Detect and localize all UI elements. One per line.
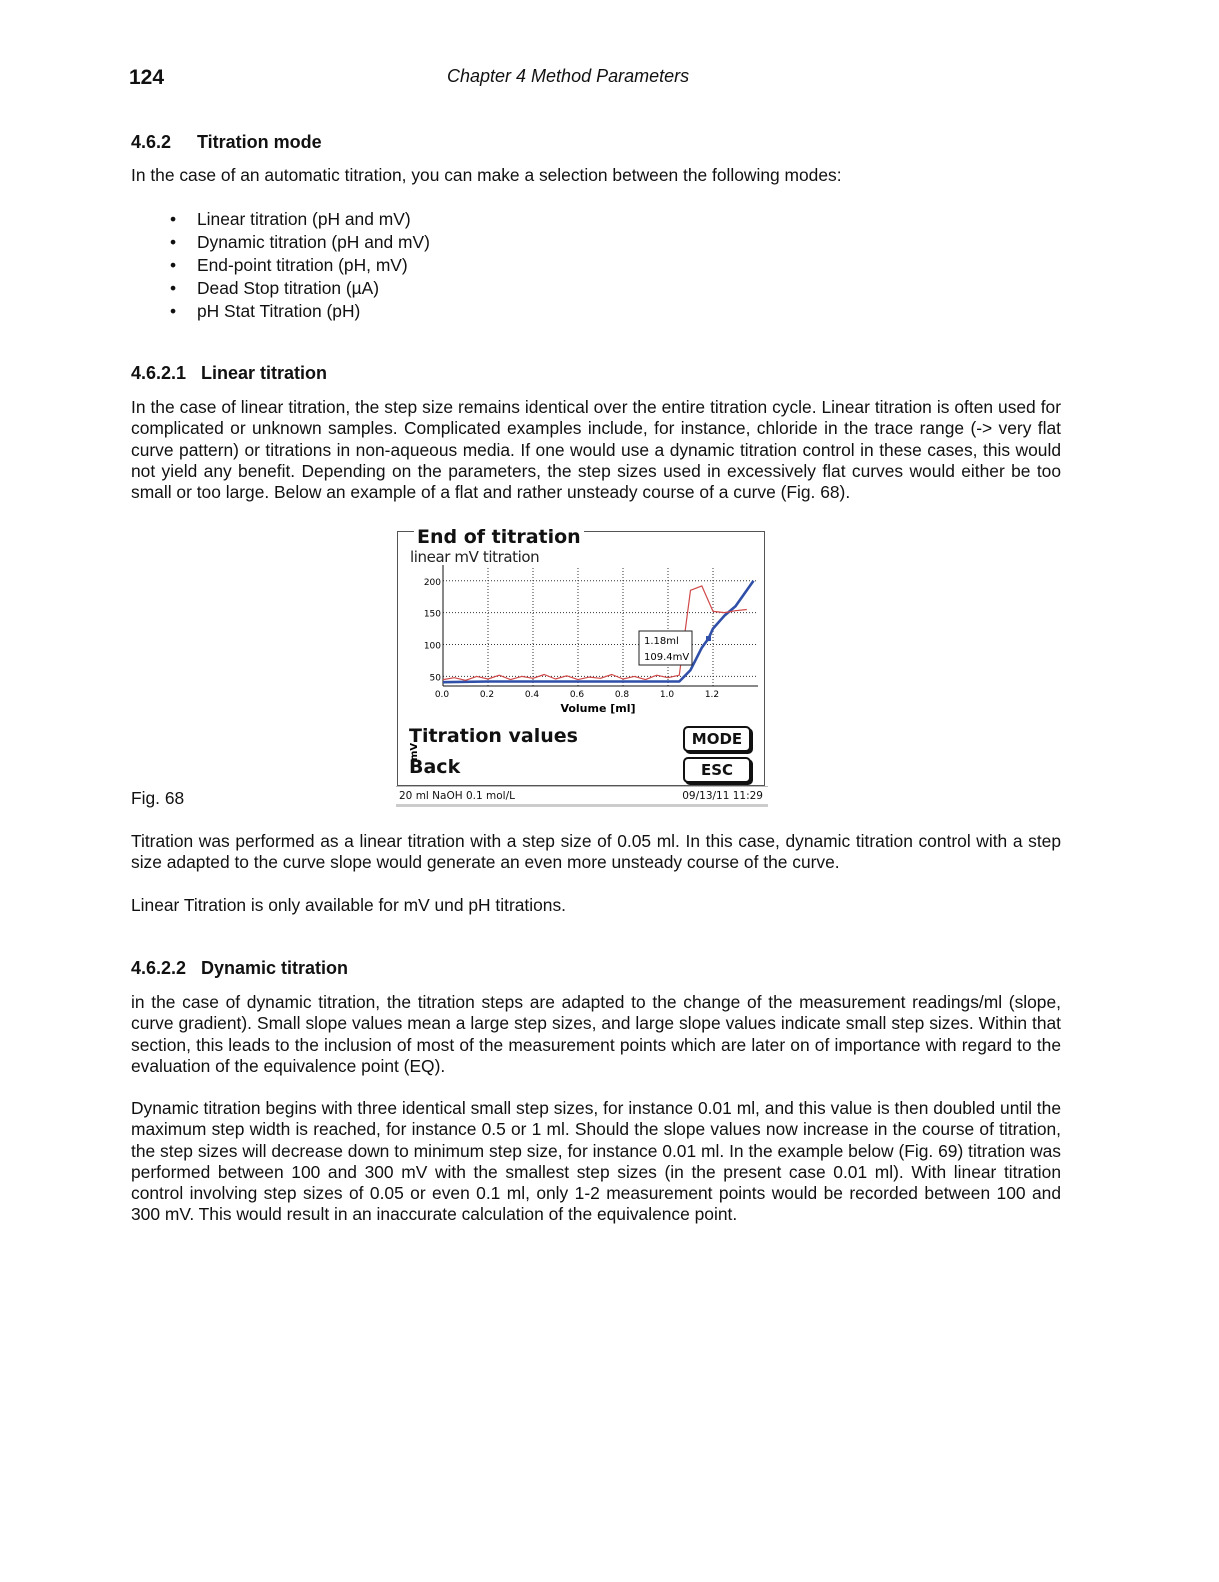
- dynamic-titration-paragraph-1: in the case of dynamic titration, the titration steps are adapted to the change of the measurement readings/ml (slope, curve gradient). Small slope values mean a large step sizes, and large slope values indicate small step sizes. Within that section, this leads to the inclusion of most of the measurement points which are later on of importance with regard to the evaluation of the equivalence point (EQ).: [131, 992, 1061, 1076]
- titration-mode-list: [131, 208, 430, 323]
- section-title: Titration mode: [197, 132, 322, 152]
- x-tick-label: 0.2: [479, 690, 495, 700]
- page-number: 124: [129, 66, 165, 89]
- section-heading-4-6-2-1: [131, 363, 327, 384]
- titrator-screen: [396, 523, 768, 806]
- section-title: Linear titration: [201, 363, 328, 383]
- list-item: • Dynamic titration (pH and mV): [131, 231, 430, 254]
- x-tick-label: 0.6: [569, 690, 585, 700]
- timestamp: 09/13/11 11:29: [682, 790, 763, 802]
- screen-subtitle: linear mV titration: [410, 548, 540, 566]
- screen-title: End of titration: [414, 526, 584, 548]
- linear-titration-paragraph: In the case of linear titration, the step size remains identical over the entire titration cycle. Linear titration is often used for complicated or unknown samples. Complicated examples include, for instance, chloride in the trace range (-> very flat curve pattern) or titrations in non-aqueous media. If one would use a dynamic titration control in these cases, this would not yield any benefit. Depending on the parameters, the step sizes used in excessively flat curves would either be too small or too large. Below an example of a flat and rather unsteady course of a curve (Fig. 68).: [131, 397, 1061, 503]
- list-item: • Linear titration (pH and mV): [131, 208, 430, 231]
- annotation-potential: 109.4mV: [644, 652, 690, 663]
- annotation-marker: [706, 636, 711, 641]
- section-title: Dynamic titration: [201, 958, 349, 978]
- after-figure-paragraph-1: Titration was performed as a linear titration with a step size of 0.05 ml. In this case, dynamic titration control with a step size adapted to the curve slope would generate an even more unsteady course of the curve.: [131, 831, 1061, 873]
- figure-caption: Fig. 68: [131, 788, 185, 808]
- section-heading-4-6-2: [131, 132, 322, 153]
- y-axis-label: mV: [409, 742, 420, 761]
- status-bar: [396, 786, 768, 807]
- esc-button[interactable]: ESC: [683, 757, 751, 783]
- dynamic-titration-paragraph-2: Dynamic titration begins with three identical small step sizes, for instance 0.01 ml, and this value is then doubled until the maximum step width is reached, for instance 0.5 or 1 ml. Should the slope values now increase in the course of titration, the step sizes will decrease down to minimum step size, for instance 0.01 ml. In the example below (Fig. 69) titration was performed between 100 and 300 mV with the smallest step sizes (in the present case 0.01 ml). With linear titration control involving step sizes of 0.05 or even 0.1 ml, only 1-2 measurement points would be recorded between 100 and 300 mV. This would result in an inaccurate calculation of the equivalence point.: [131, 1098, 1061, 1225]
- list-item: • End-point titration (pH, mV): [131, 254, 430, 277]
- chapter-title: Chapter 4 Method Parameters: [447, 66, 690, 86]
- derivative-curve-line: [443, 586, 747, 680]
- x-axis-label: Volume [ml]: [560, 702, 636, 715]
- list-item: • Dead Stop titration (µA): [131, 277, 430, 300]
- x-tick-label: 0.8: [614, 690, 630, 700]
- titration-mode-intro: In the case of an automatic titration, you can make a selection between the following modes:: [131, 165, 842, 185]
- reagent-info: 20 ml NaOH 0.1 mol/L: [399, 790, 515, 802]
- y-tick-label: 100: [423, 641, 441, 652]
- x-tick-label: 0.4: [524, 690, 540, 700]
- annotation-volume: 1.18ml: [644, 636, 679, 647]
- x-tick-label: 0.0: [434, 690, 450, 700]
- list-item: • pH Stat Titration (pH): [131, 300, 430, 323]
- section-number: 4.6.2: [131, 132, 172, 152]
- titration-values-label: Titration values: [409, 725, 578, 747]
- section-heading-4-6-2-2: [131, 958, 348, 979]
- mode-button[interactable]: MODE: [683, 726, 751, 752]
- chart-grid: [443, 568, 758, 686]
- y-tick-label: 200: [423, 577, 441, 588]
- section-number: 4.6.2.1: [131, 363, 187, 383]
- after-figure-paragraph-2: Linear Titration is only available for mV und pH titrations.: [131, 895, 566, 915]
- x-tick-label: 1.0: [659, 690, 675, 700]
- x-tick-label: 1.2: [704, 690, 720, 700]
- y-tick-label: 150: [423, 609, 441, 620]
- value-annotation: [639, 631, 692, 665]
- chart-axes: [443, 565, 758, 686]
- section-number: 4.6.2.2: [131, 958, 187, 978]
- back-label: Back: [409, 756, 461, 778]
- y-tick-label: 50: [429, 673, 441, 684]
- mv-curve-line: [443, 581, 754, 682]
